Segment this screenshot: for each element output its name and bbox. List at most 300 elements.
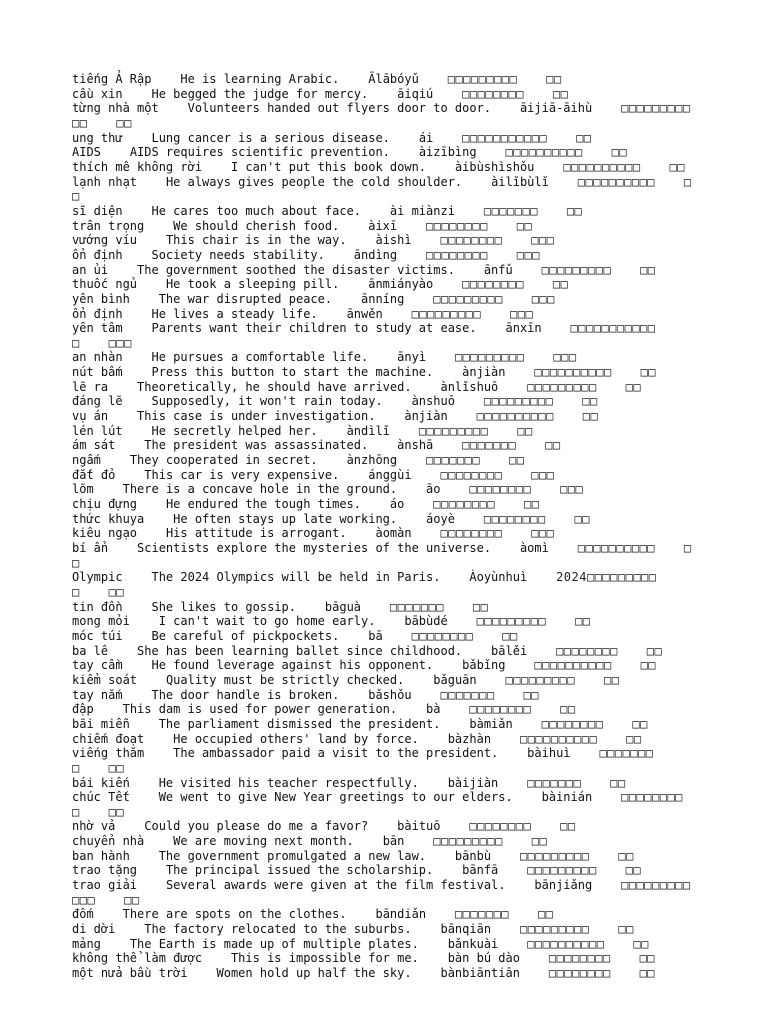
vietnamese-term: bái kiến: [72, 775, 130, 790]
vietnamese-term: lẽ ra: [72, 379, 109, 394]
chinese-sentence: □□□□□□□□□: [527, 379, 597, 394]
vocab-entry: [72, 292, 696, 307]
chinese-word: □□: [633, 936, 649, 951]
column-gap: [80, 585, 109, 599]
column-gap: [332, 292, 361, 306]
column-gap: [448, 409, 477, 423]
chinese-sentence: □□□□□□□□□□: [476, 409, 554, 424]
column-gap: [130, 790, 159, 804]
vocab-entry: [72, 219, 696, 234]
chinese-sentence: □□□□□□□: [527, 775, 582, 790]
column-gap: [433, 438, 462, 452]
column-gap: [462, 644, 491, 658]
english-sentence: Quality must be strictly checked.: [165, 672, 405, 687]
english-sentence: They cooperated in secret.: [129, 453, 318, 468]
chinese-sentence: □□□□□□□□□□: [519, 731, 598, 746]
pinyin: áoyè: [426, 511, 455, 526]
chinese-word: □□: [116, 115, 132, 130]
english-sentence: He always gives people the cold shoulder.: [165, 174, 463, 189]
vocab-entry: [72, 482, 696, 497]
vocab-entry: [72, 307, 696, 322]
column-gap: [101, 453, 130, 467]
vietnamese-term: kiêu ngạo: [72, 526, 138, 541]
column-gap: [513, 790, 542, 804]
vocab-entry: [72, 145, 696, 160]
chinese-sentence: □□□□□□□□: [556, 643, 618, 658]
english-sentence: He occupied others' land by force.: [173, 731, 419, 746]
column-gap: [498, 776, 527, 790]
english-sentence: He visited his teacher respectfully.: [158, 775, 419, 790]
column-gap: [513, 717, 542, 731]
vietnamese-term: từng nhà một: [72, 101, 159, 116]
column-gap: [426, 907, 455, 921]
chinese-sentence: □□□□□□□□: [426, 218, 488, 233]
pinyin: ànlǐshuō: [440, 379, 499, 394]
chinese-sentence: □□□□□□□□: [483, 511, 546, 526]
vocab-entry: [72, 863, 696, 878]
vocab-entry: [72, 350, 696, 365]
column-gap: [123, 658, 152, 672]
column-gap: [549, 541, 578, 555]
vietnamese-term: nút bấm: [72, 365, 123, 380]
chinese-word: □□: [582, 409, 599, 424]
chinese-sentence: □□□□□□□: [389, 599, 444, 614]
column-gap: [495, 688, 524, 702]
english-sentence: She likes to gossip.: [151, 599, 296, 614]
pinyin: bà: [426, 702, 441, 717]
column-gap: [108, 644, 137, 658]
chinese-sentence: □□□□□□□□□□□□: [72, 321, 656, 350]
vocab-entry: [72, 160, 696, 175]
column-gap: [383, 307, 412, 321]
chinese-sentence: □□□□□□□□□□□: [462, 130, 548, 145]
english-sentence: Society needs stability.: [151, 247, 325, 262]
vocab-entry: [72, 790, 696, 819]
vietnamese-term: cầu xin: [72, 86, 123, 101]
column-gap: [347, 233, 376, 247]
column-gap: [123, 688, 152, 702]
vietnamese-term: ung thư: [72, 130, 123, 145]
column-gap: [123, 87, 152, 101]
vocab-entry: [72, 658, 696, 673]
column-gap: [404, 673, 433, 687]
column-gap: [502, 233, 531, 247]
english-sentence: The door handle is broken.: [151, 687, 340, 702]
chinese-word: □□: [640, 658, 657, 673]
pinyin: bǎguān: [433, 672, 477, 687]
chinese-word: □□: [574, 511, 590, 526]
column-gap: [151, 72, 180, 86]
column-gap: [123, 321, 152, 335]
english-sentence: The government promulgated a new law.: [158, 848, 427, 863]
column-gap: [426, 160, 455, 174]
chinese-sentence: □□□□□□□□□: [447, 72, 518, 86]
vocab-entry: [72, 644, 696, 659]
column-gap: [412, 380, 441, 394]
vocab-entry: [72, 732, 696, 747]
column-gap: [202, 951, 231, 965]
chinese-sentence: 2024□□□□□□□□□□: [72, 570, 657, 599]
vocab-entry: [72, 688, 696, 703]
pinyin: bāguà: [324, 599, 362, 614]
english-sentence: We went to give New Year greetings to our elders.: [158, 790, 513, 805]
column-gap: [123, 350, 152, 364]
column-gap: [433, 658, 462, 672]
vocab-entry: [72, 131, 696, 146]
pinyin: ānwěn: [346, 306, 383, 321]
column-gap: [115, 468, 144, 482]
column-gap: [462, 175, 491, 189]
chinese-word: □□: [517, 423, 533, 438]
english-sentence: We should cherish food.: [173, 218, 340, 233]
column-gap: [590, 922, 619, 936]
vietnamese-term: đốm: [72, 907, 94, 922]
column-gap: [531, 482, 560, 496]
column-gap: [527, 644, 556, 658]
vocabulary-document: [72, 72, 696, 981]
column-gap: [339, 468, 368, 482]
column-gap: [524, 277, 553, 291]
column-gap: [524, 87, 553, 101]
chinese-sentence: □□□□□□□□□: [418, 423, 489, 438]
vietnamese-term: ám sát: [72, 438, 116, 453]
chinese-word: □□: [611, 145, 628, 160]
english-sentence: He pursues a comfortable life.: [151, 350, 369, 365]
column-gap: [339, 629, 368, 643]
pinyin: āo: [426, 482, 441, 497]
column-gap: [542, 321, 571, 335]
column-gap: [108, 409, 137, 423]
column-gap: [368, 819, 397, 833]
column-gap: [473, 629, 502, 643]
vocab-entry: [72, 937, 696, 952]
column-gap: [611, 263, 640, 277]
column-gap: [375, 409, 404, 423]
column-gap: [433, 277, 462, 291]
vietnamese-term: chiếm đoạt: [72, 731, 145, 746]
column-gap: [412, 233, 441, 247]
vietnamese-term: ban hành: [72, 848, 130, 863]
vietnamese-term: chúc Tết: [72, 790, 130, 805]
column-gap: [618, 644, 647, 658]
chinese-sentence: □□□□□□□□: [469, 482, 532, 497]
english-sentence: Be careful of pickpockets.: [151, 628, 340, 643]
pinyin: bàihuì: [527, 746, 571, 761]
vocab-entry: [72, 834, 696, 849]
chinese-word: □□: [610, 775, 626, 790]
column-gap: [101, 145, 130, 159]
english-sentence: The 2024 Olympics will be held in Paris.: [151, 570, 441, 585]
chinese-word: □□□: [531, 526, 555, 541]
chinese-word: □□: [552, 277, 569, 292]
column-gap: [531, 819, 560, 833]
column-gap: [159, 101, 188, 115]
column-gap: [491, 849, 520, 863]
column-gap: [547, 131, 576, 145]
chinese-sentence: □□□□□□□□□: [476, 614, 547, 629]
column-gap: [440, 717, 469, 731]
chinese-sentence: □□□□□□□□: [440, 467, 503, 482]
english-sentence: Could you please do me a favor?: [144, 819, 369, 834]
column-gap: [188, 966, 217, 980]
chinese-word: □□: [537, 907, 554, 922]
vocab-entry: [72, 497, 696, 512]
column-gap: [491, 541, 520, 555]
chinese-word: □□: [124, 892, 140, 907]
pinyin: ànzhōng: [346, 453, 398, 468]
chinese-sentence: □□□□□□□□□□: [577, 174, 656, 189]
chinese-word: □□: [582, 394, 598, 409]
english-sentence: She has been learning ballet since childhood.: [137, 643, 463, 658]
vietnamese-term: trân trọng: [72, 218, 145, 233]
vocab-entry: [72, 673, 696, 688]
chinese-word: □□□: [560, 482, 584, 497]
english-sentence: He often stays up late working.: [173, 511, 398, 526]
pinyin: àomì: [519, 541, 549, 555]
column-gap: [481, 307, 510, 321]
column-gap: [419, 776, 448, 790]
english-sentence: We are moving next month.: [173, 834, 354, 849]
column-gap: [538, 204, 567, 218]
column-gap: [592, 101, 621, 115]
chinese-sentence: □□□□□□□□□□: [505, 145, 583, 160]
pinyin: bàinián: [541, 790, 593, 805]
english-sentence: He found leverage against his opponent.: [151, 658, 434, 673]
column-gap: [397, 219, 426, 233]
vocab-entry: [72, 922, 696, 937]
chinese-sentence: □□□□□□□□□: [519, 922, 590, 937]
column-gap: [448, 614, 477, 628]
english-sentence: AIDS requires scientific prevention.: [129, 145, 390, 160]
chinese-sentence: □□□□□□□□□: [433, 291, 503, 306]
pinyin: áo: [389, 497, 405, 512]
pinyin: bānjiǎng: [534, 878, 593, 893]
chinese-sentence: □□□□□□□□: [433, 497, 496, 512]
vocab-entry: [72, 87, 696, 102]
column-gap: [137, 863, 166, 877]
column-gap: [612, 365, 641, 379]
pinyin: Ālābóyǔ: [368, 72, 419, 86]
column-gap: [480, 453, 509, 467]
column-gap: [130, 849, 159, 863]
column-gap: [603, 717, 632, 731]
column-gap: [339, 277, 368, 291]
vocab-entry: [72, 512, 696, 527]
english-sentence: The Earth is made up of multiple plates.: [129, 936, 419, 951]
english-sentence: He secretly helped her.: [151, 423, 318, 438]
vocab-entry: [72, 849, 696, 864]
column-gap: [123, 131, 152, 145]
english-sentence: This chair is in the way.: [165, 233, 347, 248]
vietnamese-term: tiếng Ả Rập: [72, 72, 152, 86]
chinese-word: □□: [639, 951, 656, 966]
column-gap: [123, 204, 152, 218]
chinese-word: □□: [566, 203, 583, 218]
pinyin: āijiā-āihù: [519, 101, 593, 116]
column-gap: [123, 248, 152, 262]
column-gap: [347, 907, 376, 921]
chinese-word: □□: [618, 922, 634, 937]
pinyin: āndìng: [353, 247, 398, 262]
pinyin: ài miànzi: [389, 203, 455, 218]
vietnamese-term: lõm: [72, 482, 94, 497]
column-gap: [491, 732, 520, 746]
english-sentence: There is a concave hole in the ground.: [122, 482, 398, 497]
column-gap: [108, 380, 137, 394]
chinese-word: □□: [531, 834, 548, 849]
column-gap: [339, 219, 368, 233]
vietnamese-term: trao tặng: [72, 863, 138, 878]
vocab-entry: [72, 438, 696, 453]
chinese-word: □□: [626, 731, 642, 746]
english-sentence: This case is under investigation.: [137, 409, 376, 424]
vietnamese-term: kiểm soát: [72, 672, 138, 687]
column-gap: [397, 248, 426, 262]
column-gap: [412, 468, 441, 482]
vocab-entry: [72, 204, 696, 219]
chinese-word: □□: [509, 453, 525, 468]
vocab-entry: [72, 72, 696, 87]
chinese-sentence: □□□□□□□□: [548, 951, 611, 966]
vocab-entry: [72, 629, 696, 644]
column-gap: [101, 937, 130, 951]
chinese-sentence: □□□□□□□: [426, 453, 481, 468]
column-gap: [347, 526, 376, 540]
vietnamese-term: vụ án: [72, 409, 109, 424]
column-gap: [397, 702, 426, 716]
column-gap: [137, 233, 166, 247]
column-gap: [441, 819, 470, 833]
column-gap: [123, 629, 152, 643]
column-gap: [137, 277, 166, 291]
column-gap: [383, 629, 412, 643]
column-gap: [397, 512, 426, 526]
chinese-word: □□□: [510, 306, 534, 321]
vocab-entry: [72, 233, 696, 248]
chinese-word: □□: [640, 262, 656, 277]
column-gap: [546, 512, 575, 526]
vietnamese-term: thích mê không rời: [72, 159, 203, 174]
chinese-sentence: □□□□□□□□□: [454, 350, 525, 365]
english-sentence: The principal issued the scholarship.: [165, 863, 434, 878]
vocab-entry: [72, 541, 696, 570]
column-gap: [655, 541, 684, 555]
column-gap: [491, 101, 520, 115]
pinyin: āiqiú: [397, 86, 434, 101]
column-gap: [520, 966, 549, 980]
chinese-word: □□: [516, 218, 533, 233]
chinese-word: □□: [502, 628, 518, 643]
chinese-sentence: □□□□□□□□: [462, 86, 524, 101]
chinese-sentence: □□□□□□□□: [541, 716, 604, 731]
chinese-word: □□: [669, 159, 685, 174]
vietnamese-term: yên tâm: [72, 321, 123, 336]
chinese-sentence: □□□□□□□: [462, 438, 517, 453]
column-gap: [115, 922, 144, 936]
pinyin: ánggùi: [368, 467, 412, 482]
chinese-sentence: □□□□□□□□: [440, 526, 503, 541]
pinyin: bālěi: [491, 643, 528, 658]
chinese-word: □□: [472, 599, 489, 614]
column-gap: [553, 394, 582, 408]
chinese-sentence: □□□□□□□□□□□□: [72, 878, 691, 907]
vocab-entry: [72, 409, 696, 424]
column-gap: [491, 922, 520, 936]
english-sentence: This is impossible for me.: [230, 951, 419, 966]
column-gap: [531, 702, 560, 716]
vietnamese-term: nhờ vả: [72, 819, 116, 834]
column-gap: [503, 834, 532, 848]
chinese-word: □□: [560, 819, 576, 834]
column-gap: [441, 482, 470, 496]
chinese-word: □□: [523, 687, 539, 702]
column-gap: [296, 600, 325, 614]
column-gap: [477, 321, 506, 335]
english-sentence: He lives a steady life.: [151, 306, 318, 321]
vietnamese-term: thuốc ngủ: [72, 277, 138, 292]
chinese-sentence: □□□□□□□□□□: [527, 936, 605, 951]
column-gap: [433, 365, 462, 379]
column-gap: [137, 878, 166, 892]
vocab-entry: [72, 951, 696, 966]
vocab-entry: [72, 614, 696, 629]
chinese-sentence: □□□□□□□: [440, 687, 495, 702]
chinese-sentence: □□□□□□□□□□: [563, 159, 641, 174]
column-gap: [503, 292, 532, 306]
vietnamese-term: tay cầm: [72, 658, 123, 673]
pinyin: bàituō: [397, 819, 441, 834]
column-gap: [368, 87, 397, 101]
vocab-entry: [72, 263, 696, 278]
chinese-sentence: □□□□□□□□: [426, 247, 488, 262]
chinese-word: □□: [576, 130, 592, 145]
vietnamese-term: ổn định: [72, 306, 123, 321]
vocab-entry: [72, 321, 696, 350]
vocab-entry: [72, 175, 696, 204]
pinyin: bānbù: [454, 848, 492, 863]
chinese-word: □□: [545, 438, 561, 453]
vocab-entry: [72, 600, 696, 615]
column-gap: [455, 394, 484, 408]
column-gap: [361, 497, 390, 511]
column-gap: [524, 350, 553, 364]
column-gap: [534, 160, 563, 174]
chinese-word: □□: [560, 702, 576, 717]
chinese-sentence: □□□□□□□□: [469, 702, 532, 717]
vocab-entry: [72, 907, 696, 922]
column-gap: [130, 292, 159, 306]
column-gap: [433, 131, 462, 145]
pinyin: ānmiányào: [368, 277, 434, 292]
column-gap: [502, 468, 531, 482]
column-gap: [130, 776, 159, 790]
chinese-word: □□: [575, 614, 591, 629]
vietnamese-term: lén lút: [72, 423, 123, 438]
english-sentence: There are spots on the clothes.: [122, 907, 347, 922]
pinyin: ānfǔ: [483, 262, 513, 277]
column-gap: [397, 482, 426, 496]
column-gap: [383, 394, 412, 408]
chinese-word: □□: [108, 804, 125, 819]
column-gap: [412, 922, 441, 936]
vocab-entry: [72, 277, 696, 292]
column-gap: [527, 570, 556, 584]
pinyin: bàzhàn: [447, 731, 492, 746]
column-gap: [94, 702, 123, 716]
vocab-entry: [72, 394, 696, 409]
column-gap: [612, 658, 641, 672]
column-gap: [412, 526, 441, 540]
